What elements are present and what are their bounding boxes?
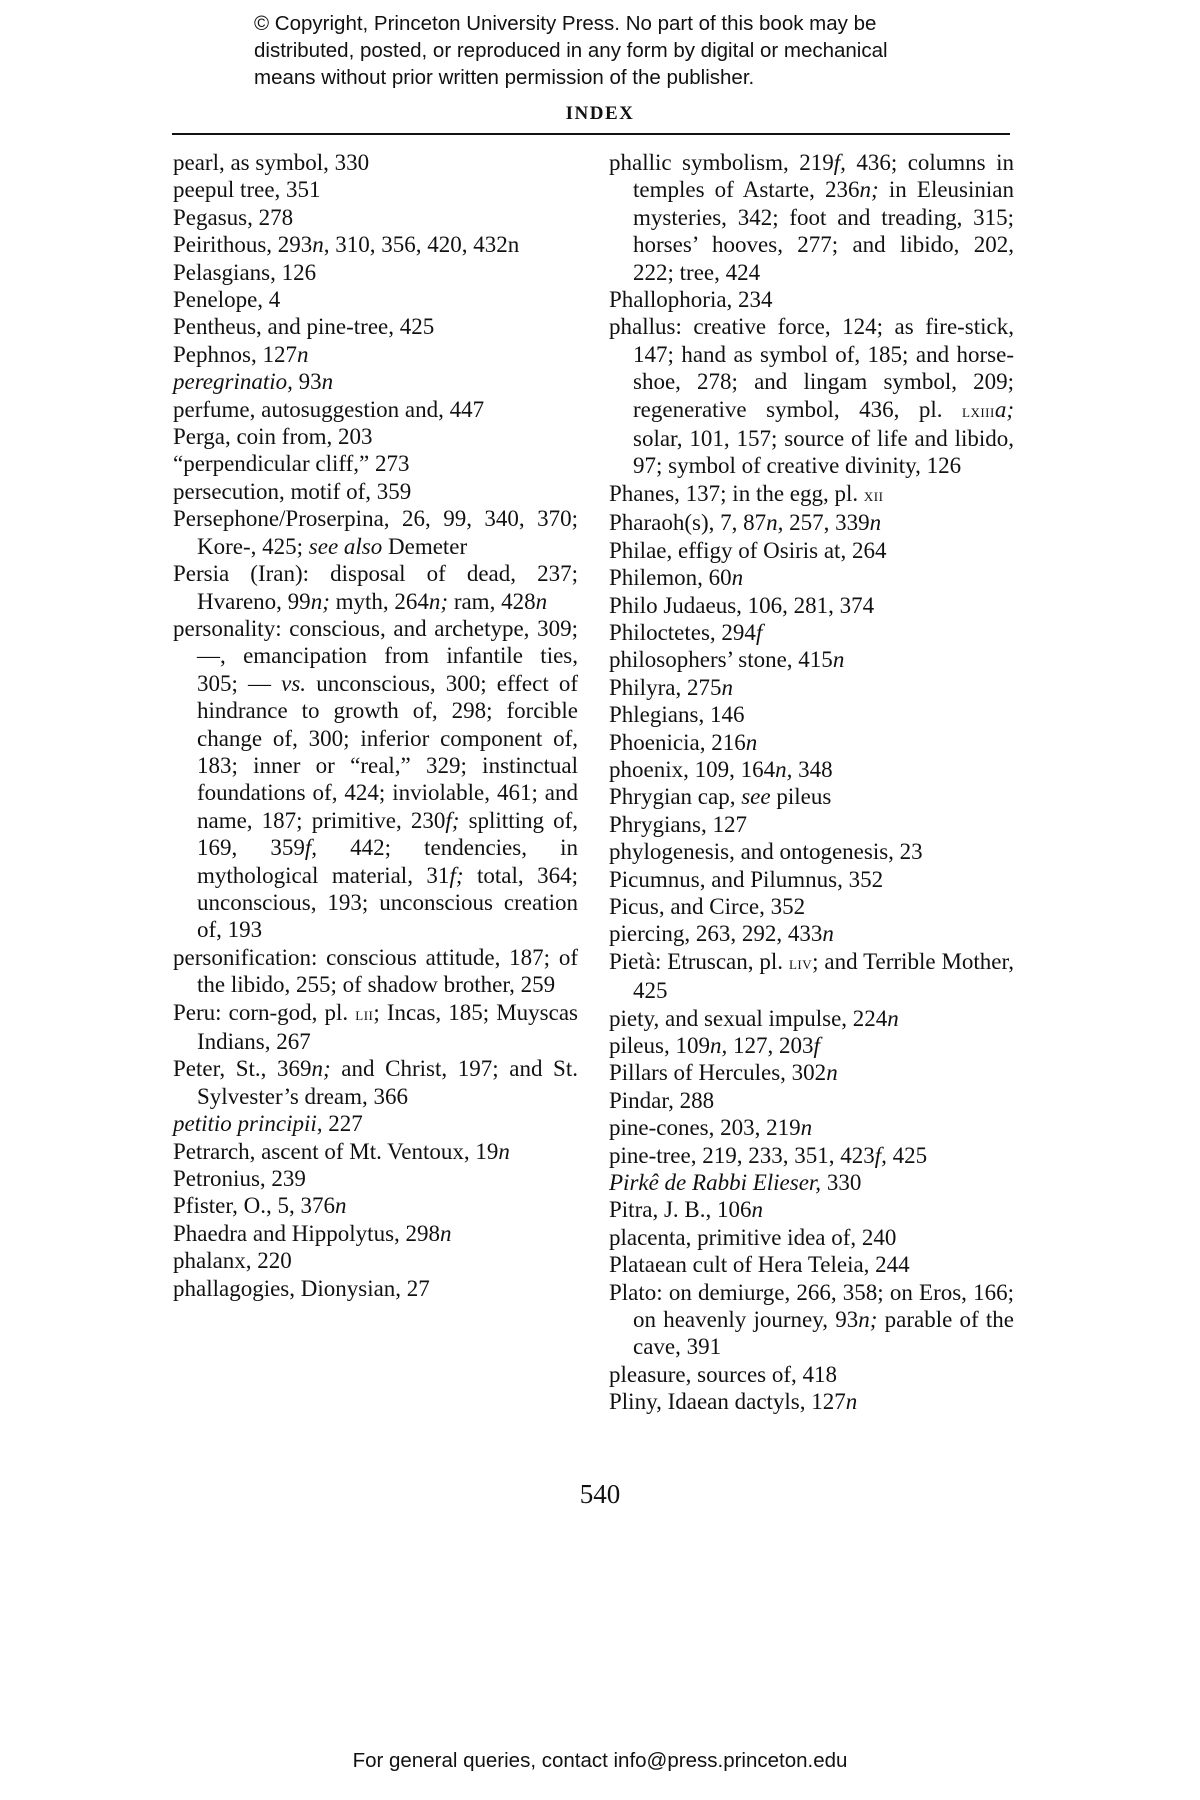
index-entry: petitio principii, 227: [173, 1111, 363, 1137]
index-entry: Philyra, 275n: [609, 674, 733, 700]
index-entry: Perga, coin from, 203: [173, 424, 373, 450]
index-entry: Pitra, J. B., 106n: [609, 1197, 763, 1223]
index-entry: “perpendicular cliff,” 273: [173, 451, 410, 477]
index-entry: Pentheus, and pine-tree, 425: [173, 314, 435, 340]
index-entry: Phanes, 137; in the egg, pl. xii: [609, 480, 884, 506]
copyright-line-2: distributed, posted, or reproduced in any form by digital or mechanical: [254, 39, 888, 62]
index-entry: Philemon, 60n: [609, 565, 744, 591]
index-entry: Persia (Iran): disposal of dead, 237; Hvareno, 99n; myth, 264n; ram, 428n: [173, 561, 578, 614]
index-entry: persecution, motif of, 359: [173, 478, 412, 504]
page-number: 540: [579, 1479, 621, 1509]
index-entry: philosophers’ stone, 415n: [609, 647, 845, 673]
running-head: INDEX: [565, 103, 635, 124]
index-entry: Philo Judaeus, 106, 281, 374: [609, 592, 875, 618]
index-entry: pleasure, sources of, 418: [609, 1361, 838, 1387]
index-entry: personality: conscious, and archetype, 309; —, emancipation from infantile ties, 305; — vs. unconscious, 300; effect of hindrance to growth of, 298; forcible change of, 300; inferior component of, 183; inner or “real,” 329; instinctual foundations of, 424; inviolable, 461; and name, 187; primitive, 230f; splitting of, 169, 359f, 442; tendencies, in mythological material, 31f; total, 364; unconscious, 193; unconscious creation of, 193: [173, 615, 579, 943]
index-entry: Pfister, O., 5, 376n: [173, 1193, 347, 1219]
index-entry: Philoctetes, 294f: [609, 619, 763, 645]
index-column-left: [173, 149, 578, 1302]
index-entry: personification: conscious attitude, 187; of the libido, 255; of shadow brother, 259: [173, 944, 578, 998]
index-entry: piercing, 263, 292, 433n: [609, 921, 834, 947]
index-entry: placenta, primitive idea of, 240: [609, 1224, 897, 1250]
index-entry: pearl, as symbol, 330: [173, 150, 370, 175]
index-entry: Phrygian cap, see pileus: [609, 784, 832, 810]
index-entry: Phrygians, 127: [609, 811, 747, 837]
index-entry: Phallophoria, 234: [609, 287, 773, 313]
index-entry: Picus, and Circe, 352: [609, 893, 806, 919]
index-entry: Peru: corn-god, pl. lii; Incas, 185; Muyscas Indians, 267: [173, 999, 578, 1054]
index-entry: pine-cones, 203, 219n: [609, 1115, 813, 1141]
index-entry: Persephone/Proserpina, 26, 99, 340, 370; Kore-, 425; see also Demeter: [173, 506, 578, 559]
index-entry: Pharaoh(s), 7, 87n, 257, 339n: [609, 510, 882, 536]
index-entry: phylogenesis, and ontogenesis, 23: [609, 839, 923, 865]
index-entry: Petrarch, ascent of Mt. Ventoux, 19n: [173, 1138, 510, 1164]
index-entry: peregrinatio, 93n: [173, 369, 334, 395]
index-entry: perfume, autosuggestion and, 447: [173, 396, 485, 422]
index-entry: peepul tree, 351: [173, 177, 321, 203]
copyright-line-3: means without prior written permission of the publisher.: [254, 66, 755, 89]
index-entry: phoenix, 109, 164n, 348: [609, 756, 833, 782]
index-entry: Pindar, 288: [609, 1087, 715, 1113]
index-entry: Pelasgians, 126: [173, 259, 317, 285]
index-entry: Picumnus, and Pilumnus, 352: [609, 866, 884, 892]
index-entry: Philae, effigy of Osiris at, 264: [609, 537, 887, 563]
index-entry: Petronius, 239: [173, 1166, 306, 1192]
index-entry: Peter, St., 369n; and Christ, 197; and St. Sylvester’s dream, 366: [173, 1056, 578, 1109]
index-entry: Plato: on demiurge, 266, 358; on Eros, 166; on heavenly journey, 93n; parable of the cave, 391: [609, 1279, 1015, 1360]
index-entry: Pietà: Etruscan, pl. liv; and Terrible Mother, 425: [609, 948, 1014, 1004]
header-rule: [172, 133, 1010, 135]
index-entry: Pirkê de Rabbi Elieser, 330: [609, 1170, 862, 1196]
copyright-notice: [254, 10, 1014, 91]
index-entry: pileus, 109n, 127, 203f: [609, 1033, 820, 1058]
index-entry: Peirithous, 293n, 310, 356, 420, 432n: [173, 232, 520, 258]
index-entry: piety, and sexual impulse, 224n: [609, 1005, 899, 1031]
index-entry: Phoenicia, 216n: [609, 729, 758, 755]
index-entry: pine-tree, 219, 233, 351, 423f, 425: [609, 1142, 928, 1168]
index-entry: Phaedra and Hippolytus, 298n: [173, 1220, 452, 1246]
index-entry: Pegasus, 278: [173, 204, 294, 230]
index-entry: phallic symbolism, 219f, 436; columns in temples of Astarte, 236n; in Eleusinian mysteries, 342; foot and treading, 315; horses’ hooves, 277; and libido, 202, 222; tree, 424: [609, 150, 1014, 285]
index-entry: Penelope, 4: [173, 287, 281, 313]
index-column-right: [609, 149, 1014, 1416]
footer-contact: For general queries, contact info@press.princeton.edu: [352, 1749, 848, 1772]
index-entry: Pephnos, 127n: [173, 341, 309, 367]
index-entry: Plataean cult of Hera Teleia, 244: [609, 1252, 910, 1278]
index-entry: Pillars of Hercules, 302n: [609, 1060, 838, 1086]
copyright-line-1: © Copyright, Princeton University Press. No part of this book may be: [254, 12, 877, 35]
index-entry: Phlegians, 146: [609, 702, 745, 728]
index-entry: phallagogies, Dionysian, 27: [173, 1275, 430, 1301]
index-entry: Pliny, Idaean dactyls, 127n: [609, 1389, 858, 1415]
index-entry: phalanx, 220: [173, 1248, 292, 1274]
index-entry: phallus: creative force, 124; as fire-stick, 147; hand as symbol of, 185; and horse-shoe, 278; and lingam symbol, 209; regenerative symbol, 436, pl. lxiiia; solar, 101, 157; source of life and libido, 97; symbol of creative divinity, 126: [609, 314, 1014, 479]
